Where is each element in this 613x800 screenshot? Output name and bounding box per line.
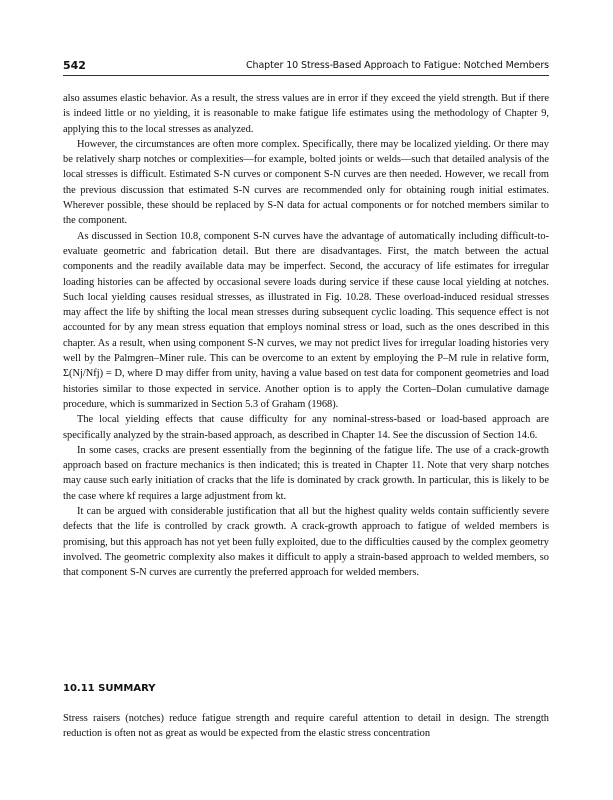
body-text — [63, 91, 549, 581]
paragraph: It can be argued with considerable justification that all but the highest quality welds contain sufficiently severe defects that the life is controlled by crack growth. A crack-growth approach to fatigue of welded members is promising, but this approach has not yet been fully exploited, due to the difficulties caused by the complex geometry involved. The geometric complexity also makes it difficult to apply a strain-based approach to welded members, so that component S-N curves are currently the preferred approach for welded members. — [63, 506, 549, 579]
summary-text — [63, 711, 549, 742]
paragraph: The local yielding effects that cause difficulty for any nominal-stress-based or load-based approach are specifically analyzed by the strain-based approach, as described in Chapter 14. See the discussion of Section 14.6. — [63, 414, 549, 441]
paragraph: Stress raisers (notches) reduce fatigue strength and require careful attention to detail in design. The strength reduction is often not as great as would be expected from the elastic stress concentration — [63, 713, 549, 740]
running-head: Chapter 10 Stress-Based Approach to Fatigue: Notched Members — [246, 60, 549, 71]
header-rule — [63, 75, 549, 76]
paragraph: In some cases, cracks are present essentially from the beginning of the fatigue life. The use of a crack-growth approach based on fracture mechanics is then indicated; this is treated in Chapter 11. Note that very sharp notches may cause such early initiation of cracks that the life is dominated by crack growth. In particular, this is likely to be the case where kf requires a large adjustment from kt. — [63, 444, 549, 502]
section-heading: 10.11 SUMMARY — [63, 683, 156, 694]
paragraph: However, the circumstances are often more complex. Specifically, there may be localized yielding. Or there may be relatively sharp notches or complexities—for example, bolted joints or welds—such that detailed analysis of the local stresses is difficult. Estimated S-N curves or component S-N curves are then needed. However, we recall from the previous discussion that estimated S-N curves are recommended only for obtaining rough initial estimates. Wherever possible, these should be replaced by S-N data for actual components or for notched members similar to the component. — [63, 138, 549, 227]
page-number: 542 — [63, 59, 86, 72]
paragraph: also assumes elastic behavior. As a result, the stress values are in error if they exceed the yield strength. But if there is indeed little or no yielding, it is reasonable to make fatigue life estimates using the methodology of Chapter 9, applying this to the local stresses as analyzed. — [63, 93, 549, 135]
page-header — [63, 56, 549, 72]
paragraph: As discussed in Section 10.8, component S-N curves have the advantage of automatically including difficult-to-evaluate geometric and fabrication detail. But there are disadvantages. First, the match between the actual components and the readily available data may be imperfect. Second, the accuracy of life estimates for irregular loading histories can be affected by occasional severe loads during service if these cause local yielding at notches. Such local yielding causes residual stresses, as illustrated in Fig. 10.28. These overload-induced residual stresses may affect the life by shifting the local mean stresses during subsequent cyclic loading. This sequence effect is not accounted for by any mean stress equation that employs nominal stress or load, such as the ones described in this chapter. As a result, when using component S-N curves, we may not predict lives for irregular loading histories very well by the Palmgren–Miner rule. This can be overcome to an extent by employing the P–M rule in relative form, Σ(Nj/Nfj) = D, where D may differ from unity, having a value based on test data for component geometries and load histories similar to those expected in service. Another option is to apply the Corten–Dolan cumulative damage procedure, which is summarized in Section 5.3 of Graham (1968). — [63, 230, 549, 410]
